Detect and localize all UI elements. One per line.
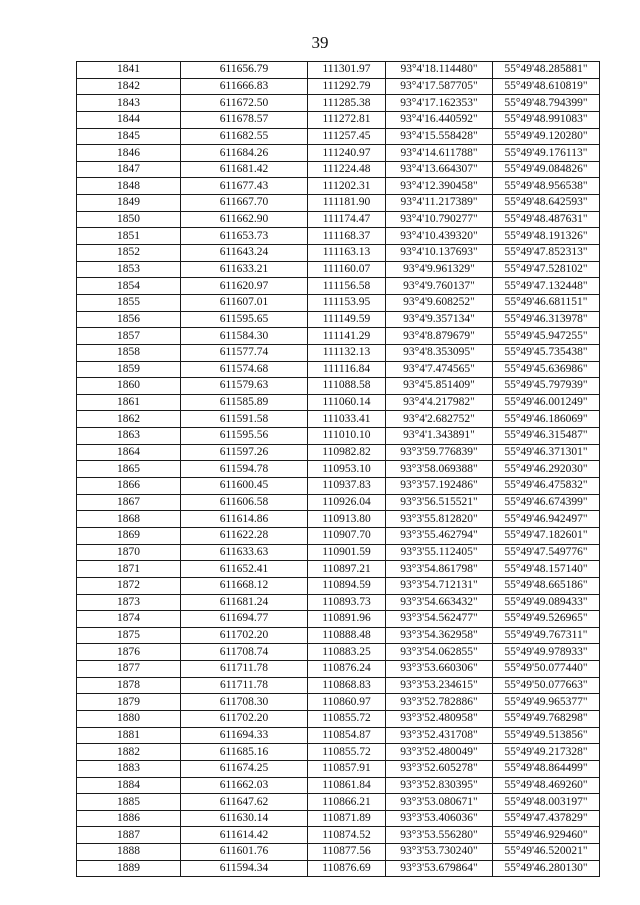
y-coordinate-cell: 110907.70	[308, 527, 386, 544]
longitude-cell: 93°3'53.730240"	[386, 844, 493, 861]
longitude-cell: 93°4'17.162353"	[386, 95, 493, 112]
x-coordinate-cell: 611662.03	[181, 777, 308, 794]
longitude-cell: 93°4'10.137693"	[386, 245, 493, 262]
table-row	[77, 294, 600, 311]
longitude-cell: 93°4'17.587705"	[386, 78, 493, 95]
y-coordinate-cell: 111156.58	[308, 278, 386, 295]
x-coordinate-cell: 611622.28	[181, 527, 308, 544]
y-coordinate-cell: 111257.45	[308, 128, 386, 145]
latitude-cell: 55°49'46.186069"	[493, 411, 600, 428]
table-row	[77, 727, 600, 744]
latitude-cell: 55°49'48.191326"	[493, 228, 600, 245]
x-coordinate-cell: 611653.73	[181, 228, 308, 245]
longitude-cell: 93°4'14.611788"	[386, 145, 493, 162]
x-coordinate-cell: 611711.78	[181, 661, 308, 678]
y-coordinate-cell: 110855.72	[308, 710, 386, 727]
y-coordinate-cell: 111168.37	[308, 228, 386, 245]
point-number-cell: 1877	[77, 661, 181, 678]
y-coordinate-cell: 111153.95	[308, 294, 386, 311]
table-row	[77, 311, 600, 328]
x-coordinate-cell: 611674.25	[181, 760, 308, 777]
point-number-cell: 1885	[77, 794, 181, 811]
longitude-cell: 93°3'56.515521"	[386, 494, 493, 511]
point-number-cell: 1861	[77, 394, 181, 411]
table-row	[77, 444, 600, 461]
y-coordinate-cell: 110937.83	[308, 478, 386, 495]
point-number-cell: 1872	[77, 577, 181, 594]
coordinates-table	[76, 61, 600, 877]
point-number-cell: 1884	[77, 777, 181, 794]
table-row	[77, 161, 600, 178]
x-coordinate-cell: 611591.58	[181, 411, 308, 428]
point-number-cell: 1854	[77, 278, 181, 295]
longitude-cell: 93°4'7.474565"	[386, 361, 493, 378]
y-coordinate-cell: 110876.24	[308, 661, 386, 678]
table-row	[77, 128, 600, 145]
longitude-cell: 93°4'9.357134"	[386, 311, 493, 328]
latitude-cell: 55°49'49.120280"	[493, 128, 600, 145]
y-coordinate-cell: 110861.84	[308, 777, 386, 794]
latitude-cell: 55°49'49.767311"	[493, 627, 600, 644]
longitude-cell: 93°4'9.961329"	[386, 261, 493, 278]
y-coordinate-cell: 111292.79	[308, 78, 386, 95]
point-number-cell: 1876	[77, 644, 181, 661]
y-coordinate-cell: 110877.56	[308, 844, 386, 861]
latitude-cell: 55°49'47.182601"	[493, 527, 600, 544]
x-coordinate-cell: 611672.50	[181, 95, 308, 112]
latitude-cell: 55°49'46.520021"	[493, 844, 600, 861]
latitude-cell: 55°49'46.475832"	[493, 478, 600, 495]
latitude-cell: 55°49'47.549776"	[493, 544, 600, 561]
point-number-cell: 1880	[77, 710, 181, 727]
latitude-cell: 55°49'45.947255"	[493, 328, 600, 345]
y-coordinate-cell: 111160.07	[308, 261, 386, 278]
longitude-cell: 93°4'12.390458"	[386, 178, 493, 195]
table-row	[77, 661, 600, 678]
point-number-cell: 1844	[77, 111, 181, 128]
latitude-cell: 55°49'46.292030"	[493, 461, 600, 478]
longitude-cell: 93°4'9.608252"	[386, 294, 493, 311]
table-row	[77, 328, 600, 345]
latitude-cell: 55°49'49.084826"	[493, 161, 600, 178]
table-row	[77, 461, 600, 478]
point-number-cell: 1858	[77, 344, 181, 361]
y-coordinate-cell: 111272.81	[308, 111, 386, 128]
x-coordinate-cell: 611620.97	[181, 278, 308, 295]
latitude-cell: 55°49'46.313978"	[493, 311, 600, 328]
table-row	[77, 145, 600, 162]
latitude-cell: 55°49'46.001249"	[493, 394, 600, 411]
latitude-cell: 55°49'48.285881"	[493, 62, 600, 79]
table-row	[77, 677, 600, 694]
point-number-cell: 1851	[77, 228, 181, 245]
y-coordinate-cell: 111132.13	[308, 344, 386, 361]
longitude-cell: 93°4'2.682752"	[386, 411, 493, 428]
longitude-cell: 93°3'52.782886"	[386, 694, 493, 711]
table-row	[77, 611, 600, 628]
x-coordinate-cell: 611614.42	[181, 827, 308, 844]
x-coordinate-cell: 611694.33	[181, 727, 308, 744]
latitude-cell: 55°49'50.077440"	[493, 661, 600, 678]
latitude-cell: 55°49'48.157140"	[493, 561, 600, 578]
y-coordinate-cell: 111174.47	[308, 211, 386, 228]
x-coordinate-cell: 611708.30	[181, 694, 308, 711]
longitude-cell: 93°4'11.217389"	[386, 195, 493, 212]
y-coordinate-cell: 111181.90	[308, 195, 386, 212]
point-number-cell: 1875	[77, 627, 181, 644]
point-number-cell: 1853	[77, 261, 181, 278]
point-number-cell: 1855	[77, 294, 181, 311]
longitude-cell: 93°3'53.234615"	[386, 677, 493, 694]
point-number-cell: 1865	[77, 461, 181, 478]
table-row	[77, 844, 600, 861]
longitude-cell: 93°4'9.760137"	[386, 278, 493, 295]
longitude-cell: 93°4'10.790277"	[386, 211, 493, 228]
point-number-cell: 1848	[77, 178, 181, 195]
x-coordinate-cell: 611685.16	[181, 744, 308, 761]
longitude-cell: 93°3'57.192486"	[386, 478, 493, 495]
x-coordinate-cell: 611577.74	[181, 344, 308, 361]
table-row	[77, 860, 600, 877]
longitude-cell: 93°4'13.664307"	[386, 161, 493, 178]
table-row	[77, 511, 600, 528]
latitude-cell: 55°49'48.665186"	[493, 577, 600, 594]
point-number-cell: 1878	[77, 677, 181, 694]
table-row	[77, 178, 600, 195]
latitude-cell: 55°49'47.528102"	[493, 261, 600, 278]
longitude-cell: 93°4'18.114480"	[386, 62, 493, 79]
x-coordinate-cell: 611677.43	[181, 178, 308, 195]
point-number-cell: 1879	[77, 694, 181, 711]
longitude-cell: 93°4'8.879679"	[386, 328, 493, 345]
x-coordinate-cell: 611682.55	[181, 128, 308, 145]
latitude-cell: 55°49'47.852313"	[493, 245, 600, 262]
x-coordinate-cell: 611607.01	[181, 294, 308, 311]
y-coordinate-cell: 111240.97	[308, 145, 386, 162]
point-number-cell: 1867	[77, 494, 181, 511]
table-row	[77, 544, 600, 561]
point-number-cell: 1859	[77, 361, 181, 378]
latitude-cell: 55°49'48.642593"	[493, 195, 600, 212]
x-coordinate-cell: 611708.74	[181, 644, 308, 661]
y-coordinate-cell: 110857.91	[308, 760, 386, 777]
x-coordinate-cell: 611702.20	[181, 710, 308, 727]
table-row	[77, 794, 600, 811]
x-coordinate-cell: 611666.83	[181, 78, 308, 95]
table-row	[77, 644, 600, 661]
latitude-cell: 55°49'49.513856"	[493, 727, 600, 744]
y-coordinate-cell: 110860.97	[308, 694, 386, 711]
y-coordinate-cell: 111149.59	[308, 311, 386, 328]
table-row	[77, 278, 600, 295]
y-coordinate-cell: 110854.87	[308, 727, 386, 744]
table-row	[77, 411, 600, 428]
longitude-cell: 93°3'53.660306"	[386, 661, 493, 678]
latitude-cell: 55°49'47.132448"	[493, 278, 600, 295]
latitude-cell: 55°49'45.735438"	[493, 344, 600, 361]
longitude-cell: 93°4'16.440592"	[386, 111, 493, 128]
y-coordinate-cell: 111010.10	[308, 428, 386, 445]
latitude-cell: 55°49'50.077663"	[493, 677, 600, 694]
y-coordinate-cell: 111202.31	[308, 178, 386, 195]
x-coordinate-cell: 611597.26	[181, 444, 308, 461]
latitude-cell: 55°49'49.526965"	[493, 611, 600, 628]
table-row	[77, 195, 600, 212]
table-row	[77, 627, 600, 644]
point-number-cell: 1845	[77, 128, 181, 145]
y-coordinate-cell: 111033.41	[308, 411, 386, 428]
y-coordinate-cell: 110913.80	[308, 511, 386, 528]
point-number-cell: 1888	[77, 844, 181, 861]
latitude-cell: 55°49'48.864499"	[493, 760, 600, 777]
point-number-cell: 1841	[77, 62, 181, 79]
latitude-cell: 55°49'49.978933"	[493, 644, 600, 661]
longitude-cell: 93°3'52.480049"	[386, 744, 493, 761]
y-coordinate-cell: 110901.59	[308, 544, 386, 561]
y-coordinate-cell: 111141.29	[308, 328, 386, 345]
longitude-cell: 93°3'52.480958"	[386, 710, 493, 727]
x-coordinate-cell: 611662.90	[181, 211, 308, 228]
point-number-cell: 1869	[77, 527, 181, 544]
table-row	[77, 810, 600, 827]
latitude-cell: 55°49'48.003197"	[493, 794, 600, 811]
table-row	[77, 261, 600, 278]
table-row	[77, 428, 600, 445]
table-row	[77, 344, 600, 361]
x-coordinate-cell: 611694.77	[181, 611, 308, 628]
y-coordinate-cell: 110866.21	[308, 794, 386, 811]
latitude-cell: 55°49'46.942497"	[493, 511, 600, 528]
x-coordinate-cell: 611681.42	[181, 161, 308, 178]
y-coordinate-cell: 110897.21	[308, 561, 386, 578]
table-row	[77, 577, 600, 594]
x-coordinate-cell: 611643.24	[181, 245, 308, 262]
table-row	[77, 760, 600, 777]
y-coordinate-cell: 110982.82	[308, 444, 386, 461]
y-coordinate-cell: 111116.84	[308, 361, 386, 378]
point-number-cell: 1852	[77, 245, 181, 262]
latitude-cell: 55°49'49.217328"	[493, 744, 600, 761]
latitude-cell: 55°49'45.797939"	[493, 378, 600, 395]
longitude-cell: 93°4'8.353095"	[386, 344, 493, 361]
y-coordinate-cell: 110855.72	[308, 744, 386, 761]
point-number-cell: 1870	[77, 544, 181, 561]
x-coordinate-cell: 611684.26	[181, 145, 308, 162]
x-coordinate-cell: 611584.30	[181, 328, 308, 345]
x-coordinate-cell: 611595.65	[181, 311, 308, 328]
latitude-cell: 55°49'49.965377"	[493, 694, 600, 711]
x-coordinate-cell: 611702.20	[181, 627, 308, 644]
table-row	[77, 744, 600, 761]
x-coordinate-cell: 611594.34	[181, 860, 308, 877]
longitude-cell: 93°3'55.112405"	[386, 544, 493, 561]
longitude-cell: 93°3'54.362958"	[386, 627, 493, 644]
table-row	[77, 827, 600, 844]
table-row	[77, 95, 600, 112]
longitude-cell: 93°3'59.776839"	[386, 444, 493, 461]
table-row	[77, 78, 600, 95]
point-number-cell: 1862	[77, 411, 181, 428]
longitude-cell: 93°3'55.462794"	[386, 527, 493, 544]
table-row	[77, 494, 600, 511]
point-number-cell: 1871	[77, 561, 181, 578]
table-row	[77, 777, 600, 794]
x-coordinate-cell: 611594.78	[181, 461, 308, 478]
table-row	[77, 228, 600, 245]
longitude-cell: 93°3'52.605278"	[386, 760, 493, 777]
longitude-cell: 93°3'54.712131"	[386, 577, 493, 594]
coordinates-table-body	[77, 62, 600, 877]
longitude-cell: 93°3'54.861798"	[386, 561, 493, 578]
latitude-cell: 55°49'48.794399"	[493, 95, 600, 112]
latitude-cell: 55°49'49.089433"	[493, 594, 600, 611]
longitude-cell: 93°4'10.439320"	[386, 228, 493, 245]
y-coordinate-cell: 111224.48	[308, 161, 386, 178]
y-coordinate-cell: 111088.58	[308, 378, 386, 395]
longitude-cell: 93°3'53.679864"	[386, 860, 493, 877]
latitude-cell: 55°49'46.929460"	[493, 827, 600, 844]
page-number: 39	[311, 33, 329, 52]
point-number-cell: 1860	[77, 378, 181, 395]
longitude-cell: 93°3'52.431708"	[386, 727, 493, 744]
x-coordinate-cell: 611633.21	[181, 261, 308, 278]
longitude-cell: 93°3'54.062855"	[386, 644, 493, 661]
latitude-cell: 55°49'48.956538"	[493, 178, 600, 195]
latitude-cell: 55°49'47.437829"	[493, 810, 600, 827]
latitude-cell: 55°49'46.674399"	[493, 494, 600, 511]
point-number-cell: 1864	[77, 444, 181, 461]
point-number-cell: 1849	[77, 195, 181, 212]
x-coordinate-cell: 611681.24	[181, 594, 308, 611]
longitude-cell: 93°3'55.812820"	[386, 511, 493, 528]
x-coordinate-cell: 611600.45	[181, 478, 308, 495]
point-number-cell: 1857	[77, 328, 181, 345]
x-coordinate-cell: 611574.68	[181, 361, 308, 378]
table-row	[77, 211, 600, 228]
point-number-cell: 1850	[77, 211, 181, 228]
longitude-cell: 93°4'1.343891"	[386, 428, 493, 445]
table-row	[77, 111, 600, 128]
y-coordinate-cell: 110888.48	[308, 627, 386, 644]
x-coordinate-cell: 611667.70	[181, 195, 308, 212]
y-coordinate-cell: 110953.10	[308, 461, 386, 478]
y-coordinate-cell: 110883.25	[308, 644, 386, 661]
table-row	[77, 394, 600, 411]
point-number-cell: 1887	[77, 827, 181, 844]
latitude-cell: 55°49'48.469260"	[493, 777, 600, 794]
x-coordinate-cell: 611606.58	[181, 494, 308, 511]
x-coordinate-cell: 611595.56	[181, 428, 308, 445]
longitude-cell: 93°3'53.556280"	[386, 827, 493, 844]
x-coordinate-cell: 611668.12	[181, 577, 308, 594]
point-number-cell: 1873	[77, 594, 181, 611]
point-number-cell: 1856	[77, 311, 181, 328]
point-number-cell: 1889	[77, 860, 181, 877]
latitude-cell: 55°49'46.371301"	[493, 444, 600, 461]
latitude-cell: 55°49'48.610819"	[493, 78, 600, 95]
point-number-cell: 1866	[77, 478, 181, 495]
y-coordinate-cell: 110868.83	[308, 677, 386, 694]
latitude-cell: 55°49'48.991083"	[493, 111, 600, 128]
latitude-cell: 55°49'46.681151"	[493, 294, 600, 311]
point-number-cell: 1843	[77, 95, 181, 112]
table-row	[77, 561, 600, 578]
table-row	[77, 361, 600, 378]
x-coordinate-cell: 611656.79	[181, 62, 308, 79]
longitude-cell: 93°4'5.851409"	[386, 378, 493, 395]
latitude-cell: 55°49'49.768298"	[493, 710, 600, 727]
longitude-cell: 93°4'15.558428"	[386, 128, 493, 145]
y-coordinate-cell: 110876.69	[308, 860, 386, 877]
point-number-cell: 1846	[77, 145, 181, 162]
point-number-cell: 1883	[77, 760, 181, 777]
point-number-cell: 1886	[77, 810, 181, 827]
y-coordinate-cell: 110891.96	[308, 611, 386, 628]
longitude-cell: 93°4'4.217982"	[386, 394, 493, 411]
longitude-cell: 93°3'53.406036"	[386, 810, 493, 827]
table-row	[77, 710, 600, 727]
x-coordinate-cell: 611585.89	[181, 394, 308, 411]
table-row	[77, 245, 600, 262]
latitude-cell: 55°49'49.176113"	[493, 145, 600, 162]
table-row	[77, 527, 600, 544]
x-coordinate-cell: 611630.14	[181, 810, 308, 827]
y-coordinate-cell: 111285.38	[308, 95, 386, 112]
longitude-cell: 93°3'53.080671"	[386, 794, 493, 811]
point-number-cell: 1842	[77, 78, 181, 95]
table-row	[77, 594, 600, 611]
x-coordinate-cell: 611614.86	[181, 511, 308, 528]
latitude-cell: 55°49'45.636986"	[493, 361, 600, 378]
latitude-cell: 55°49'46.315487"	[493, 428, 600, 445]
longitude-cell: 93°3'54.562477"	[386, 611, 493, 628]
point-number-cell: 1882	[77, 744, 181, 761]
point-number-cell: 1874	[77, 611, 181, 628]
latitude-cell: 55°49'46.280130"	[493, 860, 600, 877]
table-row	[77, 694, 600, 711]
y-coordinate-cell: 110871.89	[308, 810, 386, 827]
y-coordinate-cell: 110926.04	[308, 494, 386, 511]
longitude-cell: 93°3'54.663432"	[386, 594, 493, 611]
x-coordinate-cell: 611579.63	[181, 378, 308, 395]
y-coordinate-cell: 110894.59	[308, 577, 386, 594]
x-coordinate-cell: 611711.78	[181, 677, 308, 694]
y-coordinate-cell: 111163.13	[308, 245, 386, 262]
point-number-cell: 1863	[77, 428, 181, 445]
table-row	[77, 378, 600, 395]
x-coordinate-cell: 611652.41	[181, 561, 308, 578]
table-row	[77, 62, 600, 79]
longitude-cell: 93°3'58.069388"	[386, 461, 493, 478]
x-coordinate-cell: 611633.63	[181, 544, 308, 561]
x-coordinate-cell: 611647.62	[181, 794, 308, 811]
x-coordinate-cell: 611601.76	[181, 844, 308, 861]
latitude-cell: 55°49'48.487631"	[493, 211, 600, 228]
x-coordinate-cell: 611678.57	[181, 111, 308, 128]
longitude-cell: 93°3'52.830395"	[386, 777, 493, 794]
y-coordinate-cell: 110893.73	[308, 594, 386, 611]
point-number-cell: 1881	[77, 727, 181, 744]
y-coordinate-cell: 110874.52	[308, 827, 386, 844]
point-number-cell: 1847	[77, 161, 181, 178]
table-row	[77, 478, 600, 495]
y-coordinate-cell: 111060.14	[308, 394, 386, 411]
y-coordinate-cell: 111301.97	[308, 62, 386, 79]
point-number-cell: 1868	[77, 511, 181, 528]
